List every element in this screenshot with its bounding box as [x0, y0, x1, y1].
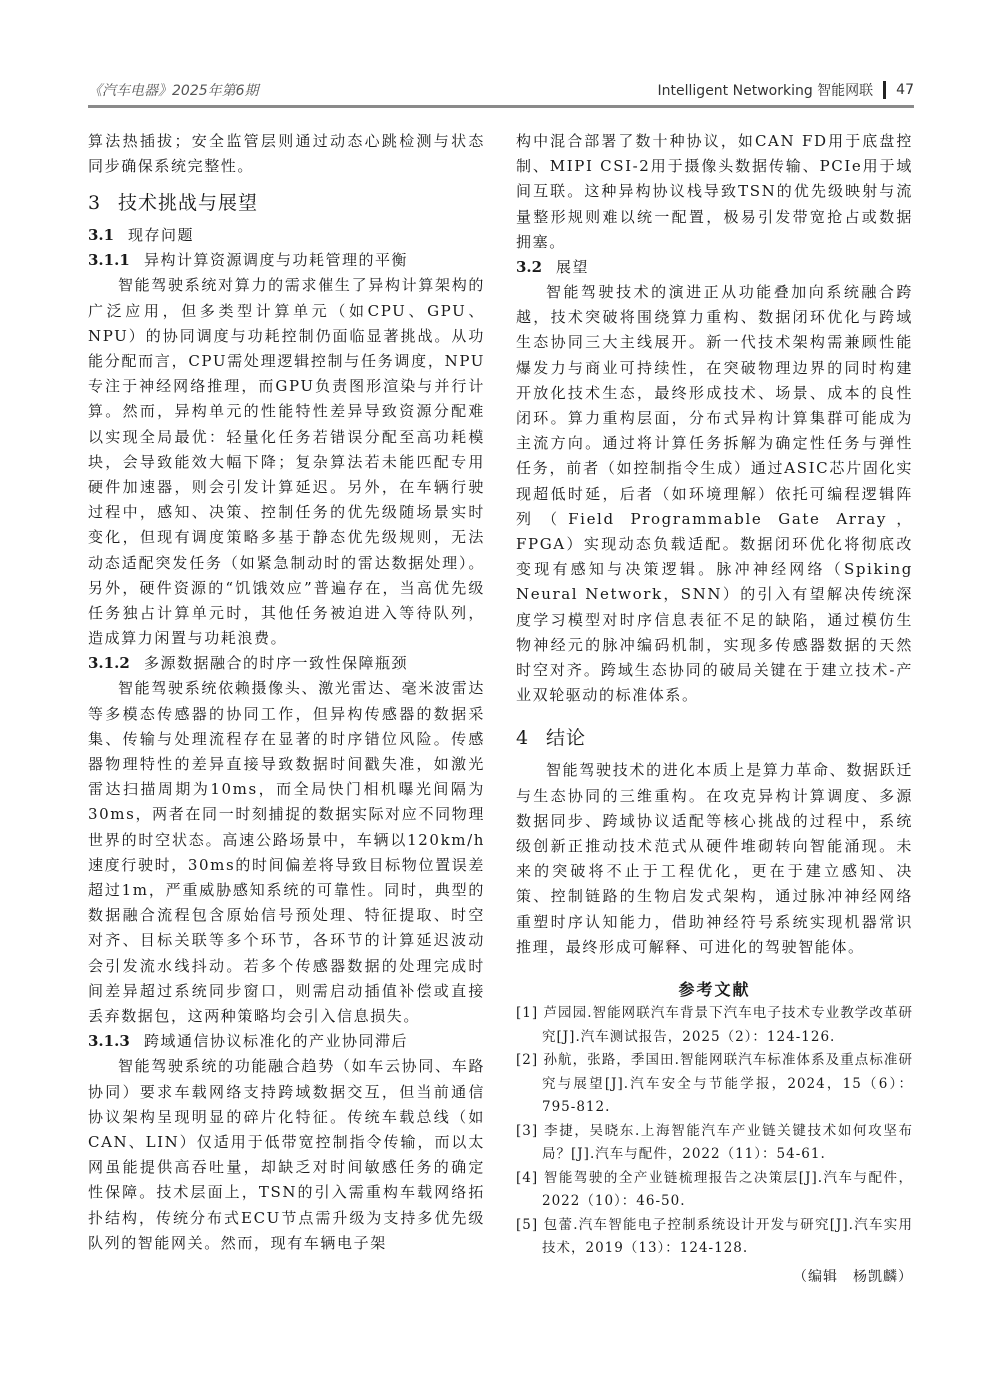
section-title: 技术挑战与展望: [118, 192, 259, 215]
section-title: 展望: [556, 258, 590, 277]
section-number: 4: [516, 727, 530, 750]
section-number: 3.1.2: [88, 654, 130, 673]
section-number: 3.1: [88, 226, 115, 245]
section-3-1-3-body: 智能驾驶系统的功能融合趋势（如车云协同、车路协同）要求车载网络支持跨域数据交互，但当前通信协议架构呈现明显的碎片化特征。传统车载总线（如CAN、LIN）仅适用于低带宽控制指令传输，而以太网虽能提供高吞吐量，却缺乏对时间敏感任务的确定性保障。技术层面上，TSN的引入需重构车载网络拓扑结构，传统分布式ECU节点需升级为支持多优先级队列的智能网关。然而，现有车辆电子架: [88, 1057, 485, 1252]
continued-paragraph: 构中混合部署了数十种协议，如CAN FD用于底盘控制、MIPI CSI-2用于摄像头数据传输、PCIe用于域间互联。这种异构协议栈导致TSN的优先级映射与流量整形规则难以统一配置，极易引发带宽抢占或数据拥塞。: [516, 132, 913, 251]
section-number: 3: [88, 192, 102, 215]
references-title: 参考文献: [678, 980, 751, 1000]
reference-item: [5] 包蕾.汽车智能电子控制系统设计开发与研究[J].汽车实用技术，2019（13）：124-128.: [516, 1216, 913, 1257]
editor-credit: （编辑 杨凯麟）: [793, 1268, 913, 1285]
reference-item: [3] 李捷，吴晓东.上海智能汽车产业链关键技术如何攻坚布局？[J].汽车与配件，2022（11）：54-61.: [516, 1122, 913, 1163]
section-3-2-heading: [516, 255, 913, 280]
section-number: 3.1.3: [88, 1032, 130, 1051]
section-3-1-heading: [88, 223, 485, 248]
references-list: [516, 1002, 913, 1261]
journal-issue: 《汽车电器》2025年第6期: [88, 83, 259, 99]
reference-item: [4] 智能驾驶的全产业链梳理报告之决策层[J].汽车与配件，2022（10）：46-50.: [516, 1169, 913, 1210]
section-title: 异构计算资源调度与功耗管理的平衡: [144, 251, 409, 270]
section-number: 3.1.1: [88, 251, 130, 270]
section-title: 结论: [546, 727, 587, 750]
section-name: Intelligent Networking 智能网联: [657, 83, 874, 99]
header-divider: [883, 81, 886, 99]
right-column: [516, 129, 913, 1289]
page-header: [0, 0, 1006, 120]
section-3-1-1-heading: [88, 248, 485, 273]
section-3-1-3-heading: [88, 1029, 485, 1054]
section-4-heading: [516, 724, 913, 752]
section-title: 现存问题: [128, 226, 195, 245]
section-title: 跨域通信协议标准化的产业协同滞后: [144, 1032, 409, 1051]
reference-item: [1] 芦园园.智能网联汽车背景下汽车电子技术专业教学改革研究[J].汽车测试报告，2025（2）：124-126.: [516, 1005, 913, 1045]
continued-paragraph: 算法热插拔；安全监管层则通过动态心跳检测与状态同步确保系统完整性。: [88, 132, 485, 176]
section-3-heading: [88, 189, 485, 217]
section-3-1-2-heading: [88, 651, 485, 676]
section-number: 3.2: [516, 258, 543, 277]
two-column-body: [0, 120, 1006, 1289]
section-3-2-body: 智能驾驶技术的演进正从功能叠加向系统融合跨越，技术突破将围绕算力重构、数据闭环优化与跨域生态协同三大主线展开。新一代技术架构需兼顾性能爆发力与商业可持续性，在突破物理边界的同时构建开放化技术生态，最终形成技术、场景、成本的良性闭环。算力重构层面，分布式异构计算集群可能成为主流方向。通过将计算任务拆解为确定性任务与弹性任务，前者（如控制指令生成）通过ASIC芯片固化实现超低时延，后者（如环境理解）依托可编程逻辑阵列（Field Programmable Gate Array，FPGA）实现动态负载适配。数据闭环优化将彻底改变现有感知与决策逻辑。脉冲神经网络（Spiking Neural Network，SNN）的引入有望解决传统深度学习模型对时序信息表征不足的缺陷，通过模仿生物神经元的脉冲编码机制，实现多传感器数据的天然时空对齐。跨域生态协同的破局关键在于建立技术-产业双轮驱动的标准体系。: [516, 283, 913, 705]
section-3-1-2-body: 智能驾驶系统依赖摄像头、激光雷达、毫米波雷达等多模态传感器的协同工作，但异构传感器的数据采集、传输与处理流程存在显著的时序错位风险。传感器物理特性的差异直接导致数据时间戳失准，如激光雷达扫描周期为10ms，而全局快门相机曝光间隔为30ms，两者在同一时刻捕捉的数据实际对应不同物理世界的时空状态。高速公路场景中，车辆以120km/h速度行驶时，30ms的时间偏差将导致目标物位置误差超过1m，严重威胁感知系统的可靠性。同时，典型的数据融合流程包含原始信号预处理、特征提取、时空对齐、目标关联等多个环节，各环节的计算延迟波动会引发流水线抖动。若多个传感器数据的处理完成时间差异超过系统同步窗口，则需启动插值补偿或直接丢弃数据包，这两种策略均会引入信息损失。: [88, 679, 485, 1026]
section-3-1-1-body: 智能驾驶系统对算力的需求催生了异构计算架构的广泛应用，但多类型计算单元（如CPU、GPU、NPU）的协同调度与功耗控制仍面临显著挑战。从功能分配而言，CPU需处理逻辑控制与任务调度，NPU专注于神经网络推理，而GPU负责图形渲染与并行计算。然而，异构单元的性能特性差异导致资源分配难以实现全局最优：轻量化任务若错误分配至高功耗模块，会导致能效大幅下降；复杂算法若未能匹配专用硬件加速器，则会引发计算延迟。另外，在车辆行驶过程中，感知、决策、控制任务的优先级随场景实时变化，但现有调度策略多基于静态优先级规则，无法动态适配突发任务（如紧急制动时的雷达数据处理）。另外，硬件资源的“饥饿效应”普遍存在，当高优先级任务独占计算单元时，其他任务被迫进入等待队列，造成算力闲置与功耗浪费。: [88, 276, 485, 648]
running-header: [658, 80, 914, 100]
section-4-body: 智能驾驶技术的进化本质上是算力革命、数据跃迁与生态协同的三维重构。在攻克异构计算调度、多源数据同步、跨域协议适配等核心挑战的过程中，系统级创新正推动技术范式从硬件堆砌转向智能涌现。未来的突破将不止于工程优化，更在于建立感知、决策、控制链路的生物启发式架构，通过脉冲神经网络重塑时序认知能力，借助神经符号系统实现机器常识推理，最终形成可解释、可进化的驾驶智能体。: [516, 761, 913, 956]
reference-item: [2] 孙航，张路，季国田.智能网联汽车标准体系及重点标准研究与展望[J].汽车安全与节能学报，2024，15（6）：795-812.: [516, 1052, 913, 1116]
header-rule: [88, 105, 914, 108]
left-column: [88, 129, 485, 1256]
section-title: 多源数据融合的时序一致性保障瓶颈: [144, 654, 409, 673]
page-number: 47: [896, 82, 914, 98]
